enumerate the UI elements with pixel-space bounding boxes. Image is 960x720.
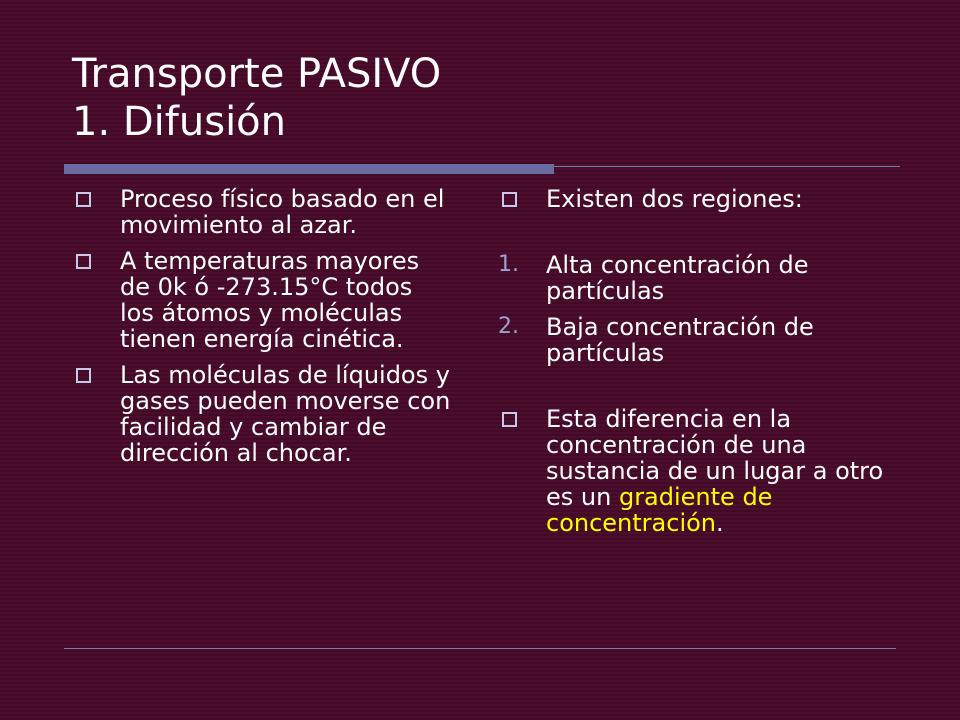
numbered-item: [498, 252, 888, 304]
gradient-text-end: .: [716, 509, 724, 537]
slide-title: [72, 50, 441, 146]
hollow-square-bullet-icon: [502, 192, 517, 207]
hollow-square-bullet-icon: [76, 368, 91, 383]
left-bullet-item: [72, 362, 452, 466]
right-gradient-item: [498, 406, 888, 536]
numbered-item: [498, 314, 888, 366]
left-bullet-item: [72, 248, 452, 352]
bullet-text: Proceso físico basado en el movimiento al azar.: [120, 185, 445, 239]
hollow-square-bullet-icon: [502, 412, 517, 427]
left-column: [72, 186, 452, 466]
gradient-paragraph: [546, 406, 888, 536]
item-number: 1.: [498, 252, 519, 277]
left-bullet-item: [72, 186, 452, 238]
hollow-square-bullet-icon: [76, 192, 91, 207]
numbered-text: Alta concentración de partículas: [546, 251, 809, 305]
title-line-2: 1. Difusión: [72, 99, 287, 145]
gradient-text-plain: Esta diferencia en la concentración de una sustancia de un lugar a otro es un: [546, 405, 884, 511]
title-line-1: Transporte PASIVO: [72, 51, 442, 97]
item-number: 2.: [498, 314, 519, 339]
gradient-highlight: gradiente de concentración: [546, 483, 773, 537]
title-underline-thick: [64, 164, 554, 174]
right-intro-text: Existen dos regiones:: [546, 185, 803, 213]
bullet-text: A temperaturas mayores de 0k ó -273.15°C todos los átomos y moléculas tienen energía cinética.: [120, 247, 420, 353]
right-column: [498, 186, 888, 536]
numbered-text: Baja concentración de partículas: [546, 313, 814, 367]
title-underline-thin: [554, 166, 900, 167]
right-intro-item: [498, 186, 888, 212]
bullet-text: Las moléculas de líquidos y gases pueden moverse con facilidad y cambiar de dirección al chocar.: [120, 361, 451, 467]
hollow-square-bullet-icon: [76, 254, 91, 269]
footer-rule: [64, 648, 896, 649]
